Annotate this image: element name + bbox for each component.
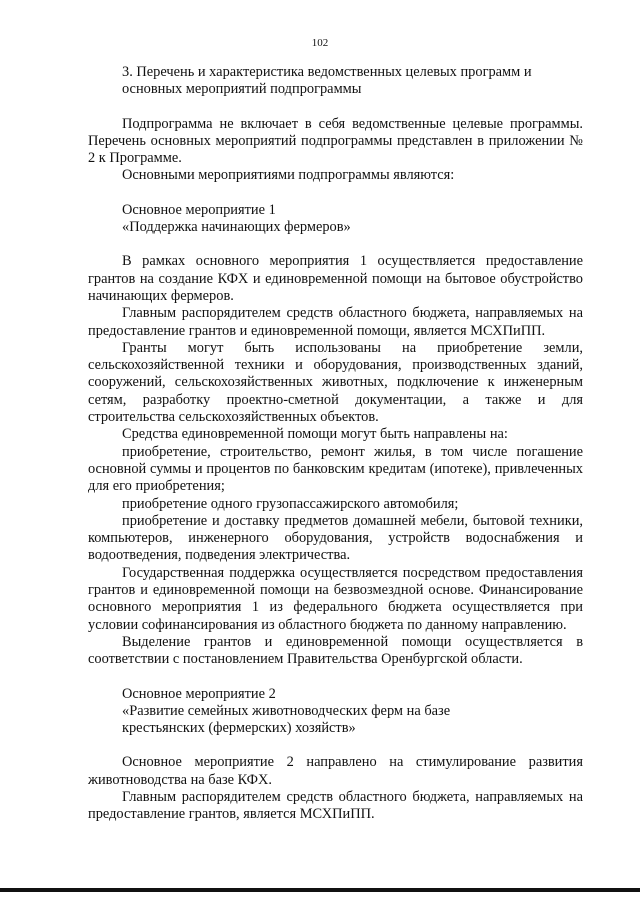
measure-1-paragraph: Выделение грантов и единовременной помощи осуществляется в соответствии с постановлением Правительства Оренбургской области. [88, 633, 583, 668]
section-title [88, 64, 583, 99]
measure-2-heading [88, 686, 583, 738]
page-content [88, 64, 583, 824]
measure-heading-line: «Развитие семейных животноводческих ферм на базе [122, 702, 451, 719]
bottom-border-line [0, 888, 640, 892]
measure-1-paragraph: Средства единовременной помощи могут быть направлены на: [122, 426, 508, 443]
measure-heading-line: Основное мероприятие 2 [122, 685, 276, 702]
section-title-line: 3. Перечень и характеристика ведомственных целевых программ и [122, 64, 532, 80]
intro-paragraph: Основными мероприятиями подпрограммы являются: [122, 167, 455, 184]
measure-1-heading [88, 202, 583, 237]
measure-heading-line: «Поддержка начинающих фермеров» [122, 219, 351, 236]
measure-heading-line: Основное мероприятие 1 [122, 201, 276, 218]
intro-paragraph: Подпрограмма не включает в себя ведомственные целевые программы. Перечень основных мероприятий подпрограммы представлен в приложении № 2 к Программе. [88, 115, 583, 167]
measure-2-paragraph: Основное мероприятие 2 направлено на стимулирование развития животноводства на базе КФХ. [88, 754, 583, 788]
page-number: 102 [311, 37, 329, 49]
measure-2-paragraph: Главным распорядителем средств областного бюджета, направляемых на предоставление грантов, является МСХПиПП. [88, 788, 583, 823]
measure-1-paragraph: Гранты могут быть использованы на приобретение земли, сельскохозяйственной техники и оборудования, производственных зданий, сооружений, сельскохозяйственных животных, подключение к инженерным сетям, разработку проектно-сметной документации, а также и для строительства сельскохозяйственных объектов. [88, 339, 583, 426]
measure-1-paragraph: Главным распорядителем средств областного бюджета, направляемых на предоставление грантов и единовременной помощи, является МСХПиПП. [88, 305, 583, 339]
section-title-line: основных мероприятий подпрограммы [122, 81, 362, 98]
measure-heading-line: крестьянских (фермерских) хозяйств» [122, 720, 356, 737]
measure-1-paragraph: приобретение, строительство, ремонт жилья, в том числе погашение основной суммы и процентов по банковским кредитам (ипотеке), привлеченных для его приобретения; [88, 443, 583, 495]
measure-1-paragraph: приобретение и доставку предметов домашней мебели, бытовой техники, компьютеров, инженерного оборудования, устройств водоснабжения и водоотведения, подведения электричества. [88, 512, 583, 564]
measure-1-paragraph: Государственная поддержка осуществляется посредством предоставления грантов и единовременной помощи на безвозмездной основе. Финансирование основного мероприятия 1 из федерального бюджета осуществляется при условии софинансирования из областного бюджета по данному направлению. [88, 564, 583, 633]
measure-1-paragraph: В рамках основного мероприятия 1 осуществляется предоставление грантов на создание КФХ и единовременной помощи на бытовое обустройство начинающих фермеров. [88, 253, 583, 304]
measure-1-paragraph: приобретение одного грузопассажирского автомобиля; [122, 495, 459, 512]
